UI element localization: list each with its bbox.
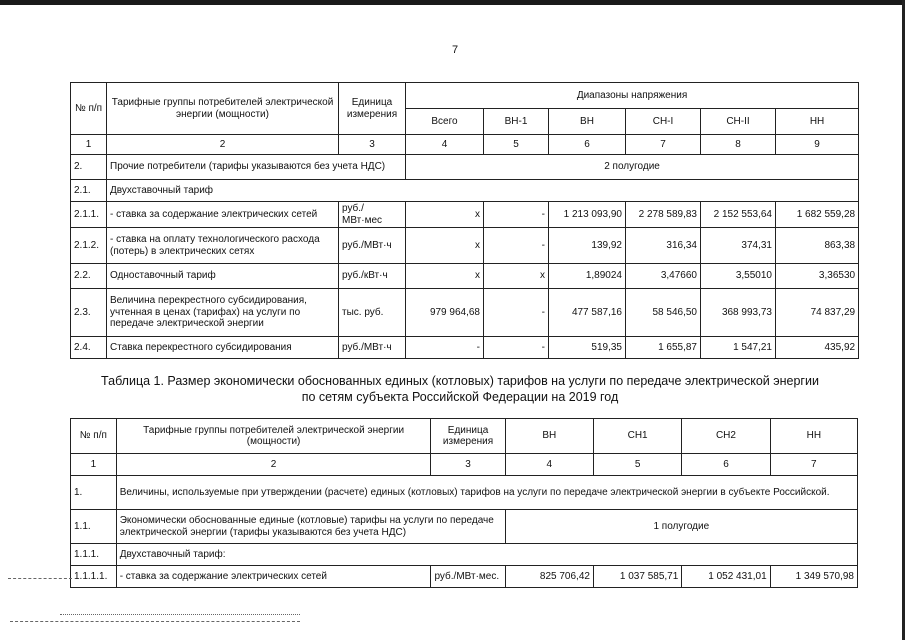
row-num: 2.3. xyxy=(71,289,107,337)
cell-value: 1 037 585,71 xyxy=(593,566,681,588)
header-num: № п/п xyxy=(71,419,117,454)
row-name: Двухставочный тариф: xyxy=(116,544,857,566)
header-unit: Единица измерения xyxy=(339,83,406,135)
row-unit: руб./МВт·мес. xyxy=(431,566,505,588)
cell-value: 825 706,42 xyxy=(505,566,593,588)
cell-value: - xyxy=(484,202,549,228)
header-vn: ВН xyxy=(549,109,626,135)
colnum: 8 xyxy=(701,135,776,155)
row-num: 2.4. xyxy=(71,337,107,359)
row-num: 1.1.1. xyxy=(71,544,117,566)
cell-value: 368 993,73 xyxy=(701,289,776,337)
row-num: 2.1.2. xyxy=(71,228,107,264)
colnum: 6 xyxy=(682,454,770,476)
colnum: 3 xyxy=(339,135,406,155)
table-row xyxy=(71,510,858,544)
cell-value: 74 837,29 xyxy=(776,289,859,337)
cell-value: х xyxy=(484,264,549,289)
period-label: 2 полугодие xyxy=(406,155,859,180)
scan-artifact-line xyxy=(60,614,300,615)
cell-value: 1 655,87 xyxy=(626,337,701,359)
cell-value: 863,38 xyxy=(776,228,859,264)
row-name: - ставка за содержание электрических сетей xyxy=(107,202,339,228)
header-sn1: СН1 xyxy=(593,419,681,454)
row-num: 1. xyxy=(71,476,117,510)
tariff-table-continuation xyxy=(70,82,859,359)
cell-value: 3,47660 xyxy=(626,264,701,289)
cell-value: 139,92 xyxy=(549,228,626,264)
cell-value: х xyxy=(406,264,484,289)
table-row xyxy=(71,476,858,510)
colnum: 5 xyxy=(484,135,549,155)
tariff-table-1 xyxy=(70,418,858,588)
table-row xyxy=(71,202,859,228)
colnum: 2 xyxy=(107,135,339,155)
table-row xyxy=(71,155,859,180)
cell-value: х xyxy=(406,202,484,228)
row-unit: руб./МВт·ч xyxy=(339,337,406,359)
row-name: Экономически обоснованные единые (котловые) тарифы на услуги по передаче электрической энергии (тарифы указываются без учета НДС) xyxy=(116,510,505,544)
row-num: 1.1. xyxy=(71,510,117,544)
cell-value: 1,89024 xyxy=(549,264,626,289)
page-number: 7 xyxy=(452,44,459,56)
cell-value: 435,92 xyxy=(776,337,859,359)
scan-top-edge xyxy=(0,0,905,5)
header-sn2: СН2 xyxy=(682,419,770,454)
colnum: 9 xyxy=(776,135,859,155)
column-number-row xyxy=(71,135,859,155)
colnum: 2 xyxy=(116,454,431,476)
row-num: 2.1. xyxy=(71,180,107,202)
colnum: 7 xyxy=(770,454,857,476)
colnum: 1 xyxy=(71,454,117,476)
header-vn: ВН xyxy=(505,419,593,454)
colnum: 5 xyxy=(593,454,681,476)
cell-value: 3,36530 xyxy=(776,264,859,289)
row-num: 2. xyxy=(71,155,107,180)
cell-value: х xyxy=(406,228,484,264)
cell-value: 477 587,16 xyxy=(549,289,626,337)
row-num: 1.1.1.1. xyxy=(71,566,117,588)
colnum: 4 xyxy=(406,135,484,155)
table-row xyxy=(71,180,859,202)
table-row xyxy=(71,337,859,359)
header-groups: Тарифные группы потребителей электрической энергии (мощности) xyxy=(116,419,431,454)
scan-artifact-line xyxy=(10,621,300,622)
colnum: 1 xyxy=(71,135,107,155)
header-sn1: СН-I xyxy=(626,109,701,135)
cell-value: 1 052 431,01 xyxy=(682,566,770,588)
row-name: Прочие потребители (тарифы указываются без учета НДС) xyxy=(107,155,406,180)
caption-line-2: по сетям субъекта Российской Федерации на 2019 год xyxy=(301,389,619,404)
caption-line-1: Таблица 1. Размер экономически обоснованных единых (котловых) тарифов на услуги по передаче электрической энергии xyxy=(101,374,819,388)
header-voltage-ranges: Диапазоны напряжения xyxy=(406,83,859,109)
row-num: 2.2. xyxy=(71,264,107,289)
table-row xyxy=(71,566,858,588)
cell-value: 1 682 559,28 xyxy=(776,202,859,228)
period-label: 1 полугодие xyxy=(505,510,857,544)
row-name: Величина перекрестного субсидирования, учтенная в ценах (тарифах) на услуги по передаче электрической энергии xyxy=(107,289,339,337)
header-nn: НН xyxy=(776,109,859,135)
column-number-row xyxy=(71,454,858,476)
table-row xyxy=(71,228,859,264)
table-caption xyxy=(60,374,860,405)
colnum: 7 xyxy=(626,135,701,155)
row-unit: руб./МВт·мес xyxy=(339,202,406,228)
row-unit: руб./кВт·ч xyxy=(339,264,406,289)
row-name: Двухставочный тариф xyxy=(107,180,859,202)
row-name: Одноставочный тариф xyxy=(107,264,339,289)
row-unit: тыс. руб. xyxy=(339,289,406,337)
cell-value: - xyxy=(406,337,484,359)
colnum: 3 xyxy=(431,454,505,476)
header-nn: НН xyxy=(770,419,857,454)
cell-value: - xyxy=(484,228,549,264)
row-name: Ставка перекрестного субсидирования xyxy=(107,337,339,359)
cell-value: 374,31 xyxy=(701,228,776,264)
cell-value: 316,34 xyxy=(626,228,701,264)
cell-value: 1 547,21 xyxy=(701,337,776,359)
header-vn1: ВН-1 xyxy=(484,109,549,135)
cell-value: 979 964,68 xyxy=(406,289,484,337)
cell-value: 58 546,50 xyxy=(626,289,701,337)
cell-value: 519,35 xyxy=(549,337,626,359)
cell-value: 3,55010 xyxy=(701,264,776,289)
header-num: № п/п xyxy=(71,83,107,135)
row-text: Величины, используемые при утверждении (расчете) единых (котловых) тарифов на услуги по передаче электрической энергии в субъекте Российской. xyxy=(116,476,857,510)
header-groups: Тарифные группы потребителей электрической энергии (мощности) xyxy=(107,83,339,135)
cell-value: 2 152 553,64 xyxy=(701,202,776,228)
cell-value: 1 349 570,98 xyxy=(770,566,857,588)
table-row xyxy=(71,264,859,289)
cell-value: - xyxy=(484,337,549,359)
cell-value: - xyxy=(484,289,549,337)
row-name: - ставка за содержание электрических сетей xyxy=(116,566,431,588)
header-unit: Единица измерения xyxy=(431,419,505,454)
scan-artifact-line xyxy=(8,578,72,579)
cell-value: 2 278 589,83 xyxy=(626,202,701,228)
colnum: 6 xyxy=(549,135,626,155)
colnum: 4 xyxy=(505,454,593,476)
table-row xyxy=(71,544,858,566)
table-row xyxy=(71,289,859,337)
row-unit: руб./МВт·ч xyxy=(339,228,406,264)
header-sn2: СН-II xyxy=(701,109,776,135)
row-num: 2.1.1. xyxy=(71,202,107,228)
row-name: - ставка на оплату технологического расхода (потерь) в электрических сетях xyxy=(107,228,339,264)
cell-value: 1 213 093,90 xyxy=(549,202,626,228)
header-vsego: Всего xyxy=(406,109,484,135)
